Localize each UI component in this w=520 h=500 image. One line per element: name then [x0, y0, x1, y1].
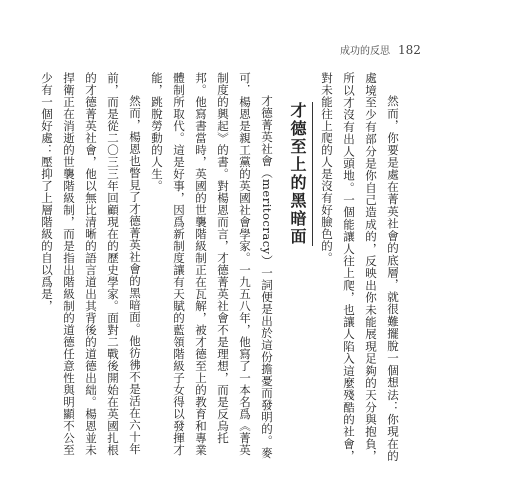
running-title: 成功的反思: [340, 46, 390, 57]
body-text-before-title: [316, 72, 404, 462]
paragraph: 然而，你要是處在菁英社會的底層，就很難擺脫一個想法：你現在的處境至少有部分是你自己造成的，反映出你未能展現足夠的天分與抱負，所以才沒有出人頭地。一個能讓人往上爬，也讓人陷入這麼殘酷的社會，對未能往上爬的人是沒有好臉色的。: [320, 72, 400, 462]
running-header: [340, 42, 421, 57]
paragraph: 然而，楊恩也瞥見了才德菁英社會的黑暗面。他彷彿不是活在六十年前，而是從二〇三三年回顧現在的歷史學家。面對二戰後開始在英國扎根的才德菁英社會，他以無比清晰的語言道出其背後的道德出絀。楊恩並未捍衛正在消逝的世襲階級制，而是指出階級制的道德任意性與明顯不公至少有一個好處：壓抑了上層階級的自以爲是，: [40, 72, 142, 456]
body-text-after-title: [40, 72, 278, 462]
page-number: 182: [398, 43, 421, 57]
paragraph: 才德菁英社會（meritocracy）一詞便是出於這份擔憂而發明的。麥可．楊恩是親工黨的英國社會學家。一九五八年，他寫了一本名爲《菁英制度的興起》的書。對楊恩而言，才德菁英社會不是理想，而是反烏托邦。他寫書當時，英國的世襲階級制正在瓦解，被才德至上的教育和專業體制所取代。這是好事，因爲新制度讓有天賦的藍領階級子女得以發揮才能，跳脫勞動的人生。: [150, 72, 274, 459]
section-title: 才德至上的黑暗面: [285, 102, 313, 246]
